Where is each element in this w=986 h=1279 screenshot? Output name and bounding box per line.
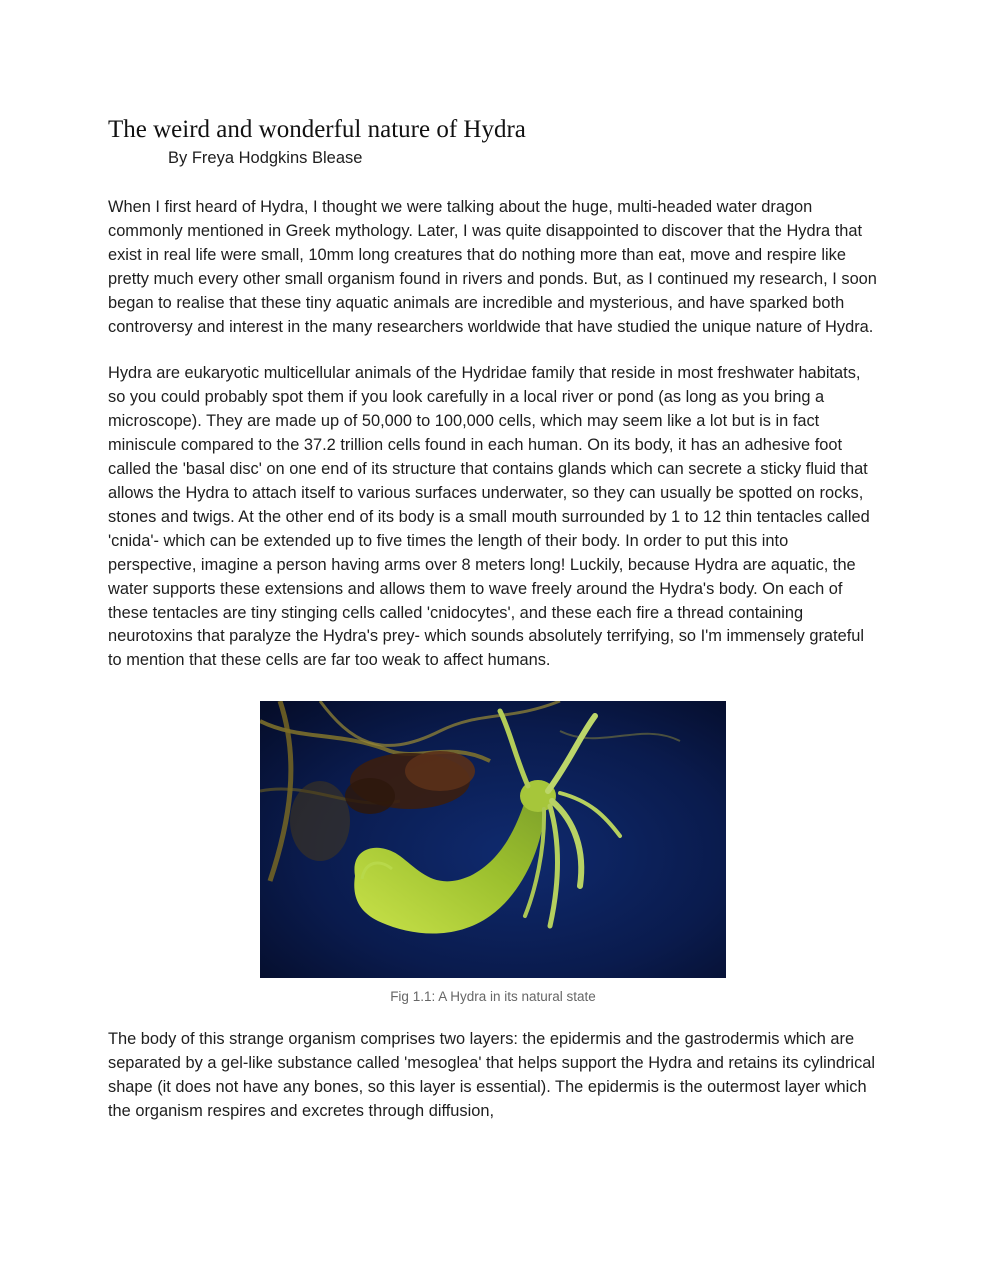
figure-hydra bbox=[108, 701, 878, 1006]
paragraph-intro: When I first heard of Hydra, I thought we were talking about the huge, multi-headed water dragon commonly mentioned in Greek mythology. Later, I was quite disappointed to discover that the Hydra that exist in real life were small, 10mm long creatures that do nothing more than eat, move and respire like pretty much every other small organism found in rivers and ponds. But, as I continued my research, I soon began to realise that these tiny aquatic animals are incredible and mysterious, and have sparked both controversy and interest in the many researchers worldwide that have studied the unique nature of Hydra. bbox=[108, 198, 877, 336]
paragraph-anatomy: Hydra are eukaryotic multicellular animals of the Hydridae family that reside in most freshwater habitats, so you could probably spot them if you look carefully in a local river or pond (as long as you bring a microscope). They are made up of 50,000 to 100,000 cells, which may seem like a lot but is in fact miniscule compared to the 37.2 trillion cells found in each human. On its body, it has an adhesive foot called the 'basal disc' on one end of its structure that contains glands which can secrete a sticky fluid that allows the Hydra to attach itself to various surfaces underwater, so they can usually be spotted on rocks, stones and twigs. At the other end of its body is a small mouth surrounded by 1 to 12 thin tentacles called 'cnida'- which can be extended up to five times the length of their body. In order to put this into perspective, imagine a person having arms over 8 meters long! Luckily, because Hydra are aquatic, the water supports these extensions and allows them to wave freely around the Hydra's body. On each of these tentacles are tiny stinging cells called 'cnidocytes', and these each fire a thread containing neurotoxins that paralyze the Hydra's prey- which sounds absolutely terrifying, so I'm immensely grateful to mention that these cells are far too weak to affect humans. bbox=[108, 364, 870, 670]
hydra-photo bbox=[260, 701, 726, 978]
article-title: The weird and wonderful nature of Hydra bbox=[108, 116, 526, 143]
article-byline: By Freya Hodgkins Blease bbox=[168, 149, 363, 167]
paragraph-layers: The body of this strange organism comprises two layers: the epidermis and the gastrodermis which are separated by a gel-like substance called 'mesoglea' that helps support the Hydra and retains its cylindrical shape (it does not have any bones, so this layer is essential). The epidermis is the outermost layer which the organism respires and excretes through diffusion, bbox=[108, 1030, 876, 1120]
figure-caption: Fig 1.1: A Hydra in its natural state bbox=[390, 989, 596, 1005]
document-page bbox=[108, 114, 878, 1124]
